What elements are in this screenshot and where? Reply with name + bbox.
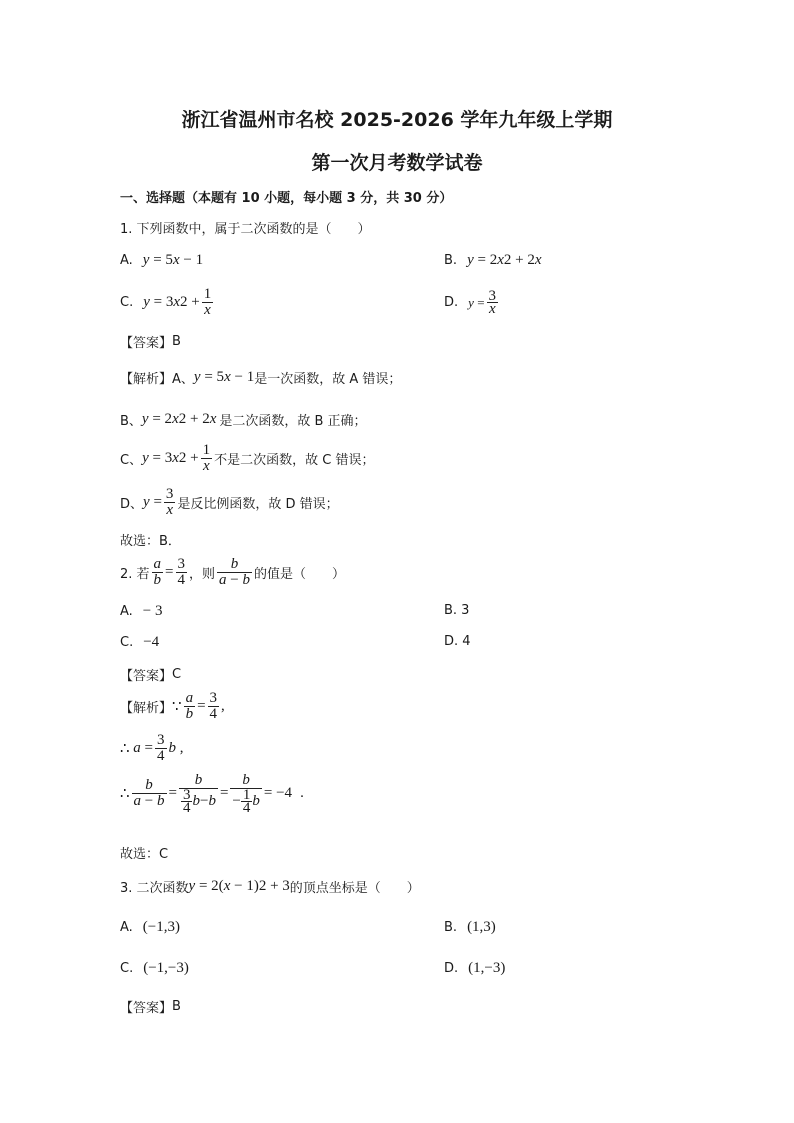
q3-stem: 3. 二次函数 y = 2( x − 1) 2 + 3 的顶点坐标是（ ） — [120, 878, 420, 896]
doc-title-line2: 第一次月考数学试卷 — [311, 152, 483, 174]
q2-analysis-2: ∴ a = $\frac{3}{4}$ b , — [120, 732, 184, 764]
answer-value: B — [172, 334, 181, 349]
q2-conclusion: 故选：C — [120, 847, 169, 862]
q3-answer: 【答案】 B — [120, 999, 181, 1016]
option-letter: C. — [120, 295, 134, 310]
option-letter: B. — [444, 253, 458, 268]
q3-option-b: B. (1,3) — [444, 919, 496, 935]
answer-label: 【答案】 — [120, 336, 173, 351]
analysis-label: 【解析】 — [120, 372, 173, 387]
q3-option-a: A. (−1,3) — [120, 919, 180, 935]
q1-option-b: B. y = 2 x 2 + 2 x — [444, 252, 542, 268]
q2-option-a: A. − 3 — [120, 603, 163, 619]
q2-option-b: B. 3 — [444, 603, 470, 618]
option-letter: D. — [444, 295, 459, 310]
q1-conclusion: 故选：B． — [120, 534, 181, 549]
q1-stem: 1. 下列函数中，属于二次函数的是（ ） — [120, 222, 371, 237]
q2-option-d: D. 4 — [444, 634, 471, 649]
option-letter: A. — [120, 253, 133, 268]
q1-option-d: D. y = $\frac{3}{x}$ — [444, 288, 497, 317]
q1-analysis-b: B、 y = 2 x 2 + 2 x 是二次函数，故 B 正确； — [120, 411, 367, 429]
q2-stem: 2. 若 $\frac{a}{b}$ = $\frac{3}{4}$ ，则 $\frac{b}{a - b}$ 的值是（ ） — [120, 556, 346, 588]
q2-option-c: C. −4 — [120, 634, 160, 650]
section-heading: 一、选择题（本题有 10 小题，每小题 3 分，共 30 分） — [120, 191, 453, 206]
q2-analysis-1: 【解析】 ∵ $\frac{a}{b}$ = $\frac{3}{4}$ , — [120, 690, 225, 722]
q2-answer: 【答案】 C — [120, 667, 182, 684]
doc-title-line1: 浙江省温州市名校 2025-2026 学年九年级上学期 — [181, 109, 613, 131]
q3-option-c: C. (−1,−3) — [120, 960, 189, 976]
q1-analysis-d: D、 y = $\frac{3}{x}$ 是反比例函数，故 D 错误； — [120, 486, 339, 518]
q1-analysis-c: C、 y = 3 x 2 + $\frac{1}{x}$ 不是二次函数，故 C 错误； — [120, 442, 375, 474]
q1-analysis-a: 【解析】 A、 y = 5 x − 1 是一次函数，故 A 错误； — [120, 369, 402, 387]
q2-analysis-3: ∴ $\frac{b}{a - b}$ = b $\frac{3}{4}$ b − b = b − $\frac{1}{4}$ b = −4 . — [120, 772, 304, 816]
q1-option-a: A. y = 5 x − 1 — [120, 252, 204, 268]
q3-option-d: D. (1,−3) — [444, 960, 506, 976]
q1-answer — [120, 332, 181, 351]
q1-option-c: C. y = 3 x 2 + $\frac{1}{x}$ — [120, 286, 212, 318]
